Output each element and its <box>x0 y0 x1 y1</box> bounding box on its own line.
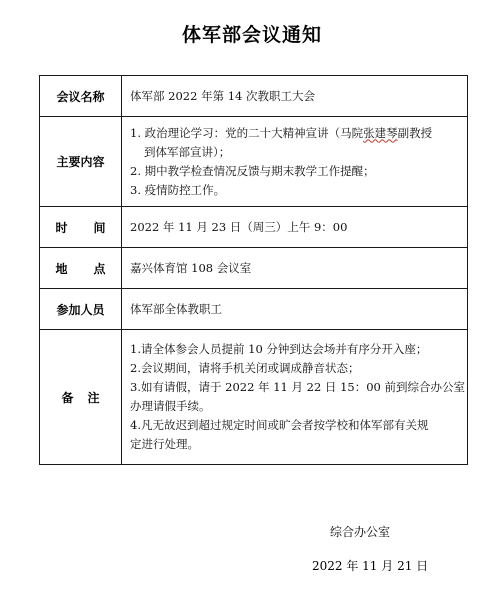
main-content-item-2: 2. 期中教学检查情况反馈与期末教学工作提醒； <box>130 163 375 178</box>
main-content-item-1-continued: 到体军部宣讲）； <box>144 144 231 159</box>
main-content-item-3: 3. 疫情防控工作。 <box>130 182 226 197</box>
notes-label-char-1: 备 <box>61 390 74 405</box>
time-label-char-2: 间 <box>93 220 106 235</box>
spellcheck-highlight-name: 张建琴 <box>363 125 398 140</box>
attendees-label <box>40 289 122 330</box>
place-label-char-1: 地 <box>55 261 68 276</box>
attendees-value <box>122 289 468 330</box>
notes-line-4: 4.凡无故迟到超过规定时间或旷会者按学校和体军部有关规 <box>130 418 429 432</box>
meeting-notice-table <box>39 75 468 465</box>
notes-line-2: 2.会议期间，请将手机关闭或调成静音状态； <box>130 361 360 375</box>
place-value <box>122 248 468 289</box>
notes-value <box>122 330 468 465</box>
main-content-label <box>40 117 122 207</box>
meeting-name-value <box>122 76 468 117</box>
main-content-item-1-suffix: 副教授 <box>397 125 433 140</box>
time-value-text: 2022 年 11 月 23 日（周三）上午 9：00 <box>130 219 348 234</box>
table-row-notes <box>40 330 468 465</box>
notes-label <box>40 330 122 465</box>
notes-line-1: 1.请全体参会人员提前 10 分钟到达会场并有序分开入座； <box>130 342 428 356</box>
table-row-main-content <box>40 117 468 207</box>
notes-line-3-continued: 办理请假手续。 <box>130 399 211 413</box>
meeting-name-value-text: 体军部 2022 年第 14 次教职工大会 <box>130 88 316 103</box>
notes-label-char-2: 注 <box>87 390 100 405</box>
place-value-text: 嘉兴体育馆 108 会议室 <box>130 260 252 275</box>
table-row-time <box>40 207 468 248</box>
meeting-name-label-text: 会议名称 <box>56 89 105 104</box>
notes-line-4-continued: 定进行处理。 <box>130 437 199 451</box>
issue-date: 2022 年 11 月 21 日 <box>312 559 429 573</box>
meeting-name-label <box>40 76 122 117</box>
time-label <box>40 207 122 248</box>
document-title: 体军部会议通知 <box>181 24 322 46</box>
time-value <box>122 207 468 248</box>
table-row-attendees <box>40 289 468 330</box>
place-label-char-2: 点 <box>93 261 106 276</box>
time-label-char-1: 时 <box>55 220 68 235</box>
main-content-item-1-prefix: 1. 政治理论学习：党的二十大精神宣讲（马院 <box>130 125 364 140</box>
main-content-item-1 <box>130 124 461 143</box>
table-row-meeting-name <box>40 76 468 117</box>
table-row-place <box>40 248 468 289</box>
attendees-value-text: 体军部全体教职工 <box>130 301 222 316</box>
main-content-value <box>122 117 468 207</box>
notes-line-3: 3.如有请假，请于 2022 年 11 月 22 日 15：00 前到综合办公室 <box>130 380 466 394</box>
place-label <box>40 248 122 289</box>
main-content-label-text: 主要内容 <box>56 155 105 169</box>
attendees-label-text: 参加人员 <box>56 302 105 317</box>
issuing-office: 综合办公室 <box>330 525 391 539</box>
